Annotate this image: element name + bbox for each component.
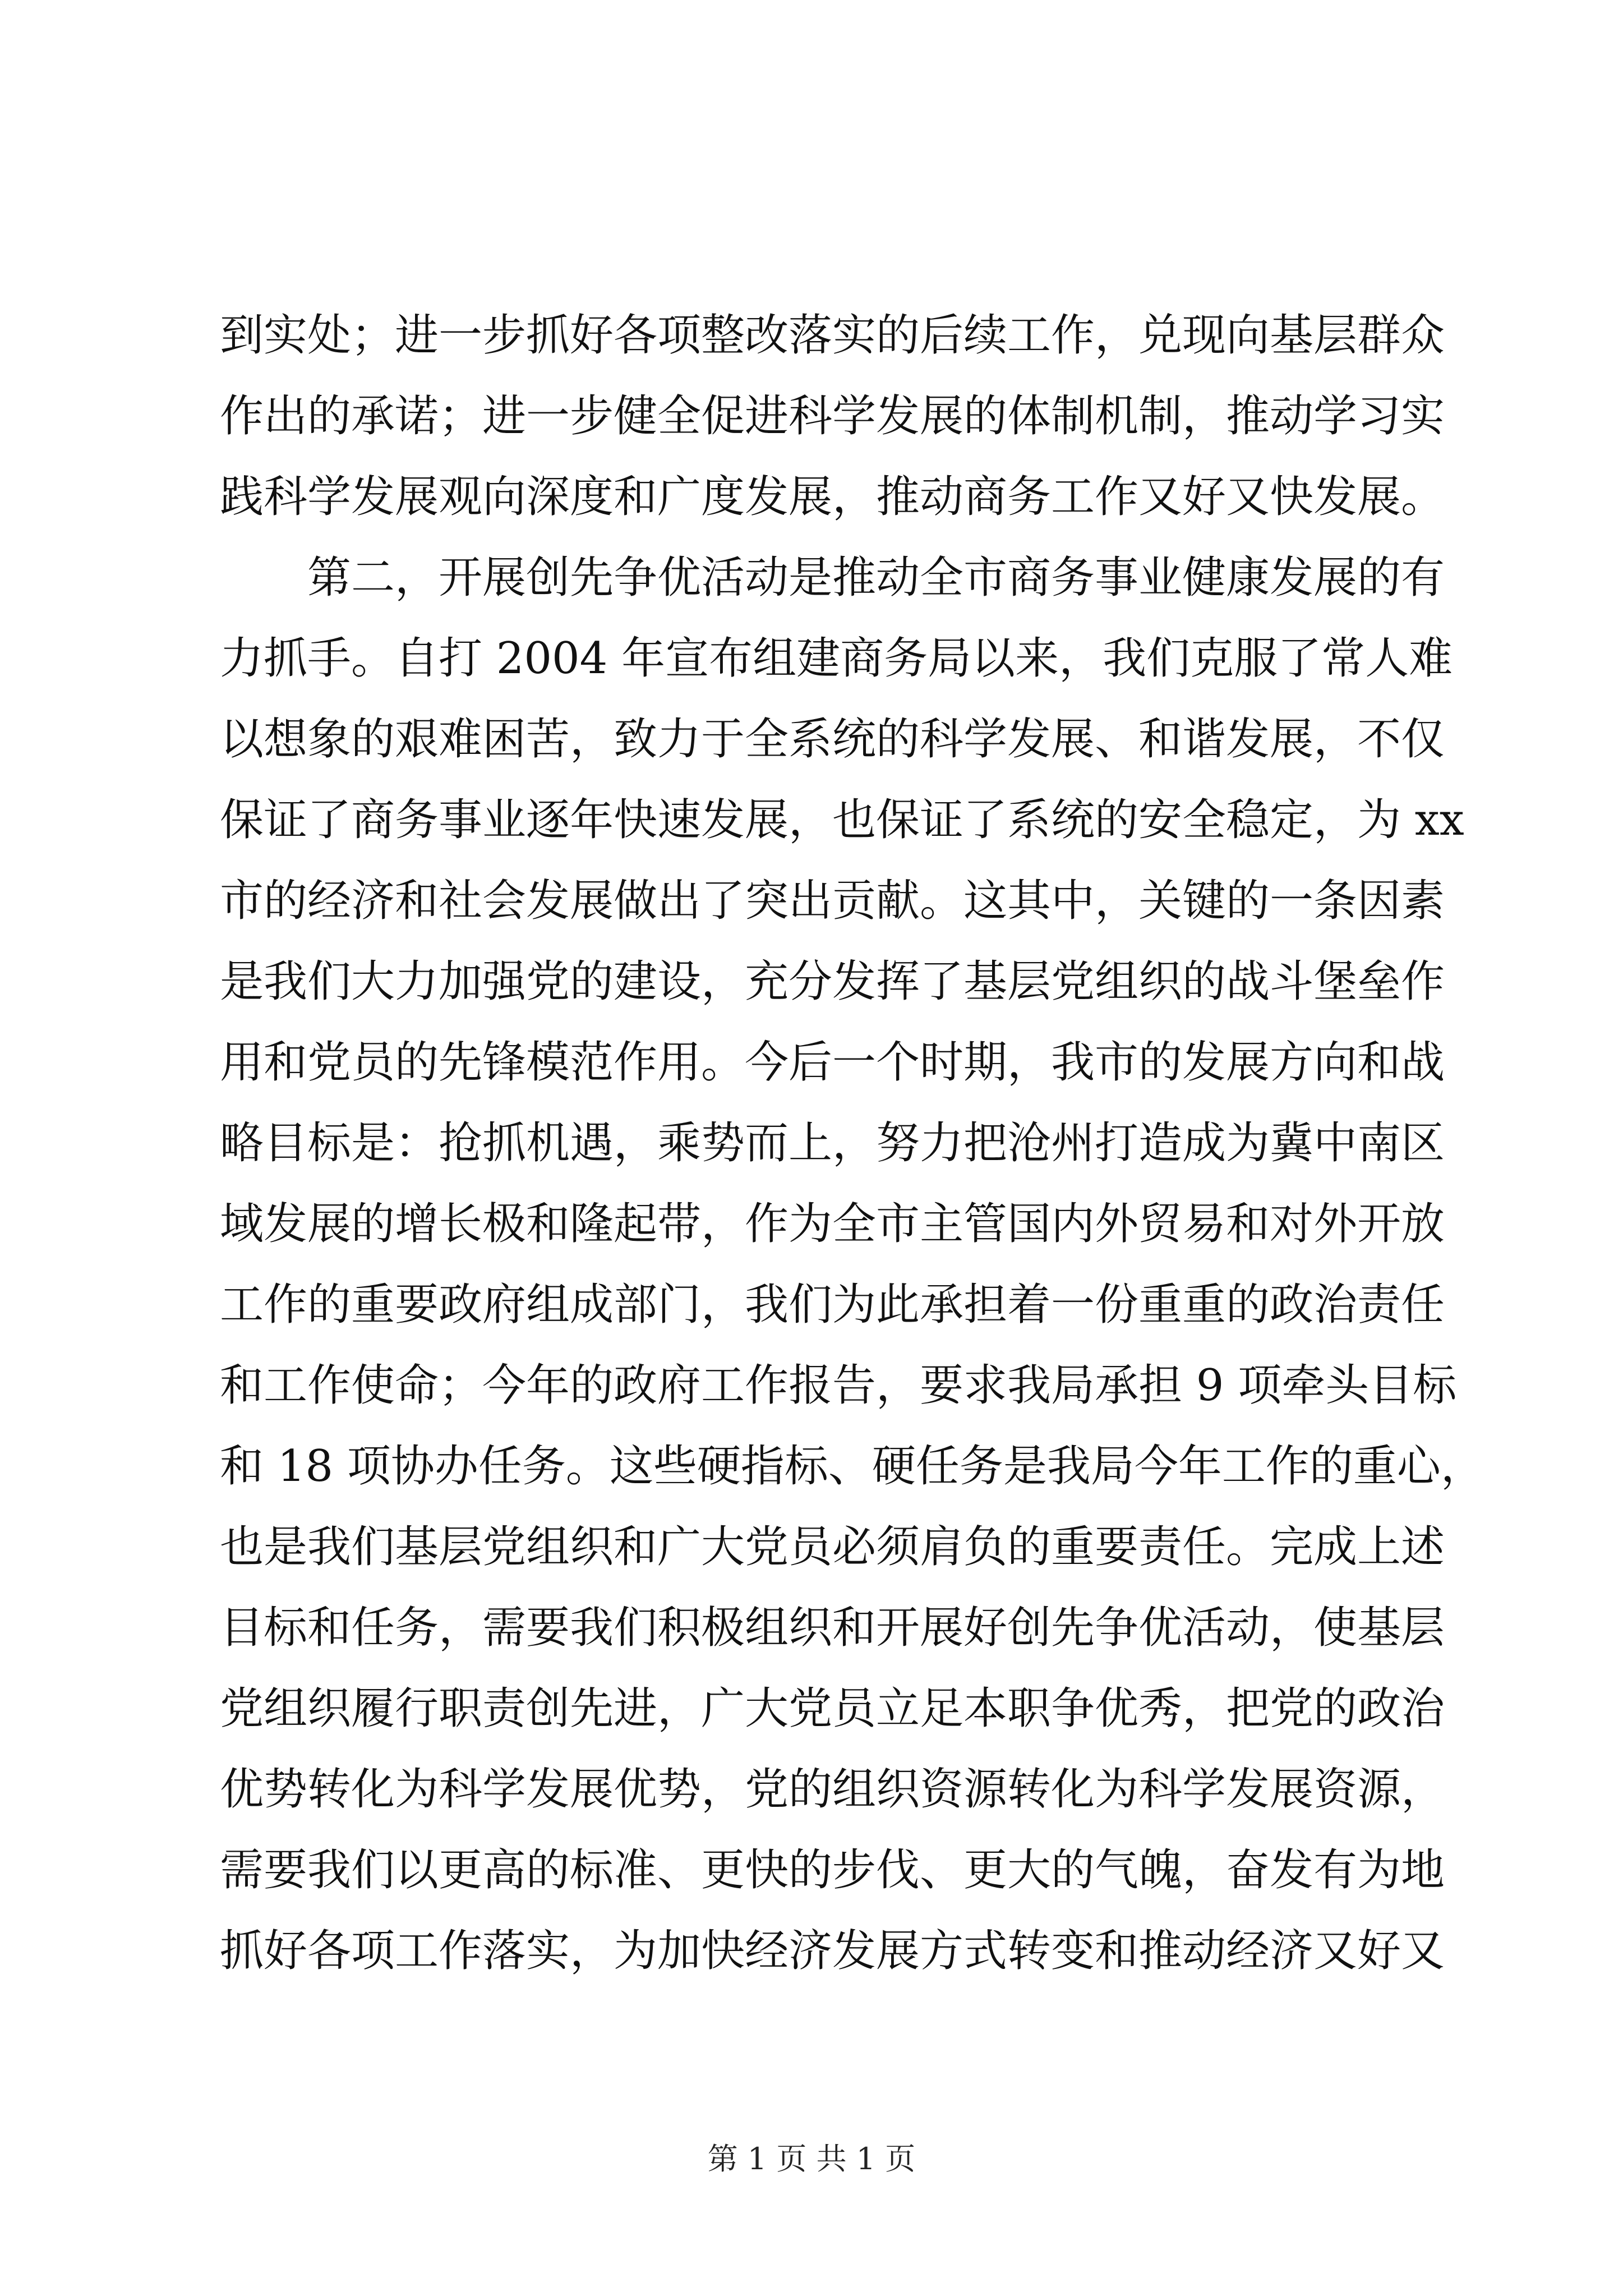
text-line: 党组织履行职责创先进，广大党员立足本职争优秀，把党的政治 bbox=[220, 1683, 1445, 1734]
text-line: 作出的承诺；进一步健全促进科学发展的体制机制，推动学习实 bbox=[220, 391, 1445, 441]
text-line: 践科学发展观向深度和广度发展，推动商务工作又好又快发展。 bbox=[220, 472, 1445, 522]
text-line: 到实处；进一步抓好各项整改落实的后续工作，兑现向基层群众 bbox=[220, 310, 1445, 361]
text-line: 是我们大力加强党的建设，充分发挥了基层党组织的战斗堡垒作 bbox=[220, 956, 1445, 1007]
page-footer bbox=[0, 2135, 1623, 2178]
text-line: 力抓手。自打 2004 年宣布组建商务局以来，我们克服了常人难 bbox=[220, 633, 1453, 684]
text-line: 目标和任务，需要我们积极组织和开展好创先争优活动，使基层 bbox=[220, 1603, 1445, 1653]
text-line: 略目标是：抢抓机遇，乘势而上，努力把沧州打造成为冀中南区 bbox=[220, 1118, 1445, 1168]
text-line: 工作的重要政府组成部门，我们为此承担着一份重重的政治责任 bbox=[220, 1280, 1445, 1330]
text-line: 也是我们基层党组织和广大党员必须肩负的重要责任。完成上述 bbox=[220, 1522, 1445, 1572]
text-line: 以想象的艰难困苦，致力于全系统的科学发展、和谐发展，不仅 bbox=[220, 714, 1445, 765]
text-line: 抓好各项工作落实，为加快经济发展方式转变和推动经济又好又 bbox=[220, 1926, 1445, 1976]
page-number-label: 第 1 页 共 1 页 bbox=[707, 2141, 916, 2177]
text-line: 第二，开展创先争优活动是推动全市商务事业健康发展的有 bbox=[220, 553, 1445, 603]
text-line: 保证了商务事业逐年快速发展，也保证了系统的安全稳定，为 xx bbox=[220, 795, 1464, 845]
text-line: 和 18 项协办任务。这些硬指标、硬任务是我局今年工作的重心， bbox=[220, 1441, 1484, 1492]
text-line: 需要我们以更高的标准、更快的步伐、更大的气魄，奋发有为地 bbox=[220, 1845, 1445, 1895]
text-line: 用和党员的先锋模范作用。今后一个时期，我市的发展方向和战 bbox=[220, 1037, 1445, 1088]
text-line: 市的经济和社会发展做出了突出贡献。这其中，关键的一条因素 bbox=[220, 876, 1445, 926]
body-text bbox=[220, 295, 1484, 1991]
text-line: 域发展的增长极和隆起带，作为全市主管国内外贸易和对外开放 bbox=[220, 1199, 1445, 1249]
text-line: 和工作使命；今年的政府工作报告，要求我局承担 9 项牵头目标 bbox=[220, 1360, 1457, 1411]
text-line: 优势转化为科学发展优势，党的组织资源转化为科学发展资源， bbox=[220, 1764, 1445, 1815]
